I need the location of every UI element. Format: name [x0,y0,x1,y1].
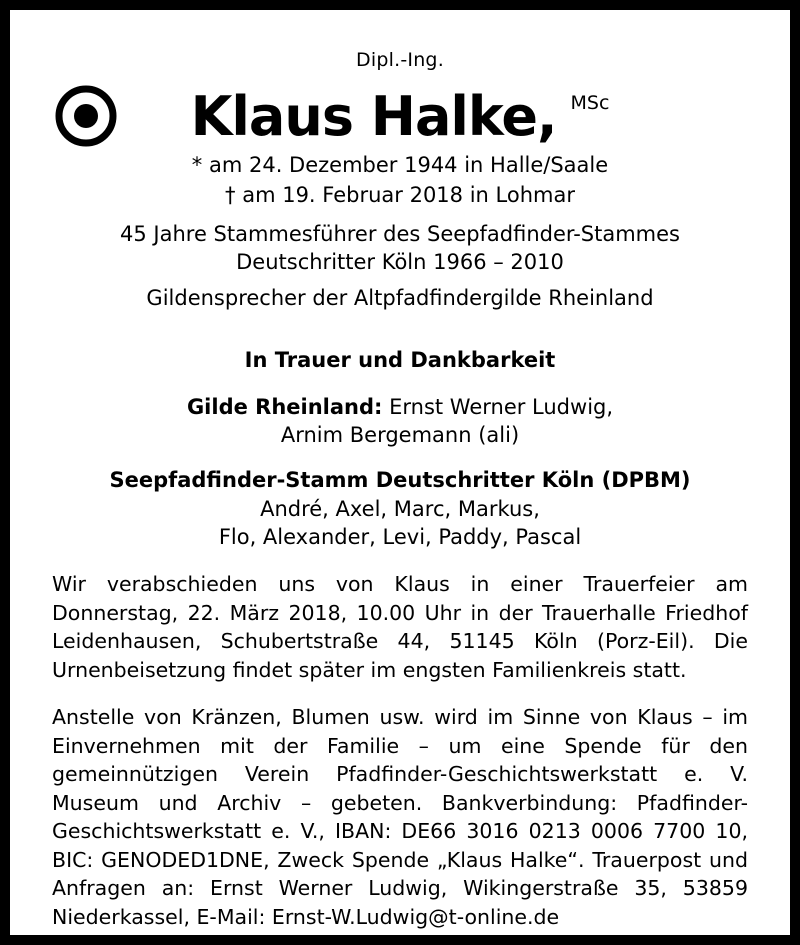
birth-line: * am 24. Dezember 1944 in Halle/Saale [191,153,609,177]
role-line-3: Gildensprecher der Altpfadfindergilde Rheinland [146,286,654,310]
donation-paragraph [52,703,748,931]
ceremony-text: Wir verabschieden uns von Klaus in einer Trauerfeier am Donnerstag, 22. März 2018, 10.00 Uhr in der Trauerhalle Friedhof Leidenhausen, Schubertstraße 44, 51145 Köln (Porz-Eil). Die Urnenbeisetzung findet später im engsten Familienkreis statt. [52,572,748,682]
deceased-name-line [10,85,790,148]
degree-suffix: MSc [570,92,610,114]
mourning-heading: In Trauer und Dankbarkeit [244,348,556,372]
deceased-name: Klaus Halke, [190,85,557,148]
death-line: † am 19. Februar 2018 in Lohmar [225,183,575,207]
academic-title: Dipl.-Ing. [356,49,444,71]
stamm-heading: Seepfadfinder-Stamm Deutschritter Köln (DPBM) [109,468,691,492]
ceremony-paragraph [52,570,748,684]
stamm-names-2: Flo, Alexander, Levi, Paddy, Pascal [218,525,582,549]
role-line-2: Deutschritter Köln 1966 – 2010 [236,250,564,274]
gilde-names-2: Arnim Bergemann (ali) [280,423,520,447]
stamm-names-1: André, Axel, Marc, Markus, [260,497,540,521]
gilde-names: Ernst Werner Ludwig, [382,395,614,419]
gilde-line [10,397,790,418]
gilde-label: Gilde Rheinland: [186,395,383,419]
role-line-1: 45 Jahre Stammesführer des Seepfadfinder-Stammes [120,222,680,246]
donation-text: Anstelle von Kränzen, Blumen usw. wird im Sinne von Klaus – im Einvernehmen mit der Familie – um eine Spende für den gemeinnützigen Verein Pfadfinder-Geschichtswerkstatt e. V. Museum und Archiv – gebeten. Bankverbindung: Pfadfinder-Geschichtswerkstatt e. V., IBAN: DE66 3016 0213 0006 7700 10, BIC: GENODED1DNE, Zweck Spende „Klaus Halke“. Trauerpost und Anfragen an: Ernst Werner Ludwig, Wikingerstraße 35, 53859 Niederkassel, E-Mail: Ernst-W.Ludwig@t-online.de [52,705,748,929]
